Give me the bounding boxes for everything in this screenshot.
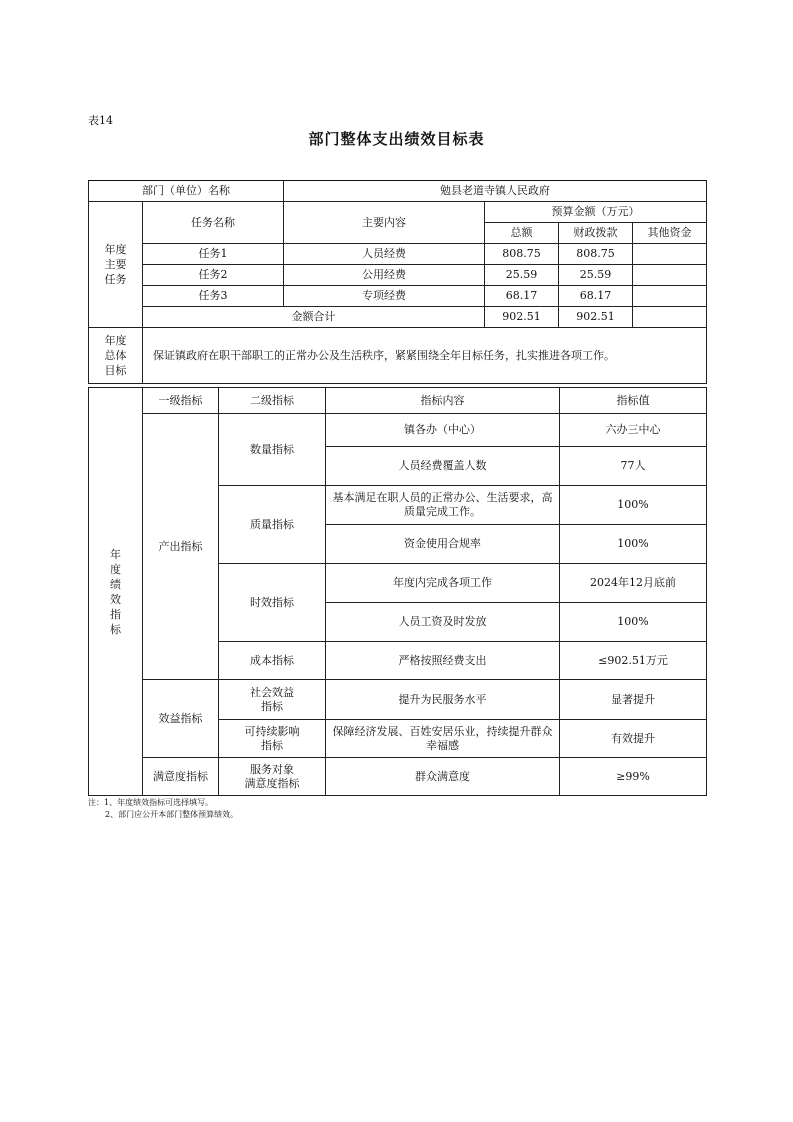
footnote	[88, 797, 238, 821]
output-indicator: 产出指标	[143, 414, 219, 680]
sum-row	[89, 307, 707, 328]
indicator-content: 提升为民服务水平	[326, 680, 560, 720]
sum-fiscal: 902.51	[559, 307, 633, 328]
indicator-value: ≤902.51万元	[560, 642, 707, 680]
task-content: 专项经费	[284, 286, 485, 307]
quantity-indicator: 数量指标	[219, 414, 326, 486]
table-number: 表14	[88, 114, 113, 127]
dept-value: 勉县老道寺镇人民政府	[284, 181, 707, 202]
l1-header: 一级指标	[143, 388, 219, 414]
task-other	[633, 265, 707, 286]
task-content-header: 主要内容	[284, 202, 485, 244]
satisfaction-indicator: 满意度指标	[143, 758, 219, 796]
task-content: 公用经费	[284, 265, 485, 286]
task-name: 任务3	[143, 286, 284, 307]
task-fiscal: 68.17	[559, 286, 633, 307]
footnote-line: 注：1、年度绩效指标可选择填写。	[88, 798, 214, 807]
page-title: 部门整体支出绩效目标表	[308, 130, 485, 148]
indicator-value: 有效提升	[560, 720, 707, 758]
indicator-content: 年度内完成各项工作	[326, 564, 560, 603]
indicator-value: 100%	[560, 486, 707, 525]
task-total: 808.75	[485, 244, 559, 265]
total-header: 总额	[485, 223, 559, 244]
indicator-content: 人员经费覆盖人数	[326, 447, 560, 486]
content-header: 指标内容	[326, 388, 560, 414]
dept-label: 部门（单位）名称	[89, 181, 284, 202]
benefit-indicator: 效益指标	[143, 680, 219, 758]
indicator-value: ≥99%	[560, 758, 707, 796]
timeliness-indicator: 时效指标	[219, 564, 326, 642]
task-other	[633, 286, 707, 307]
service-satisfaction-indicator: 服务对象 满意度指标	[219, 758, 326, 796]
indicator-content: 人员工资及时发放	[326, 603, 560, 642]
indicator-value: 六办三中心	[560, 414, 707, 447]
task-name: 任务1	[143, 244, 284, 265]
indicator-content: 保障经济发展、百姓安居乐业，持续提升群众幸福感	[326, 720, 560, 758]
task-total: 25.59	[485, 265, 559, 286]
task-other	[633, 244, 707, 265]
footnote-line: 2、部门应公开本部门整体预算绩效。	[105, 810, 239, 819]
indicator-content: 严格按照经费支出	[326, 642, 560, 680]
cost-indicator: 成本指标	[219, 642, 326, 680]
table-row	[89, 265, 707, 286]
task-name-header: 任务名称	[143, 202, 284, 244]
tasks-side-label: 年度 主要 任务	[89, 202, 143, 328]
task-content: 人员经费	[284, 244, 485, 265]
budget-header: 预算金额（万元）	[485, 202, 707, 223]
sustainability-indicator: 可持续影响 指标	[219, 720, 326, 758]
fiscal-header: 财政拨款	[559, 223, 633, 244]
perf-side-label: 年 度 绩 效 指 标	[89, 388, 143, 796]
sum-label: 金额合计	[143, 307, 485, 328]
value-header: 指标值	[560, 388, 707, 414]
social-benefit-indicator: 社会效益 指标	[219, 680, 326, 720]
indicator-content: 资金使用合规率	[326, 525, 560, 564]
sum-total: 902.51	[485, 307, 559, 328]
task-name: 任务2	[143, 265, 284, 286]
indicator-content: 群众满意度	[326, 758, 560, 796]
task-total: 68.17	[485, 286, 559, 307]
indicator-value: 100%	[560, 603, 707, 642]
l2-header: 二级指标	[219, 388, 326, 414]
task-fiscal: 808.75	[559, 244, 633, 265]
budget-task-table	[88, 180, 707, 384]
table-row	[89, 286, 707, 307]
indicator-value: 2024年12月底前	[560, 564, 707, 603]
indicator-value: 77人	[560, 447, 707, 486]
task-fiscal: 25.59	[559, 265, 633, 286]
goal-label: 年度 总体 目标	[89, 328, 143, 384]
indicator-content: 基本满足在职人员的正常办公、生活要求，高质量完成工作。	[326, 486, 560, 525]
other-header: 其他资金	[633, 223, 707, 244]
indicator-value: 100%	[560, 525, 707, 564]
indicator-value: 显著提升	[560, 680, 707, 720]
goal-text: 保证镇政府在职干部职工的正常办公及生活秩序，紧紧围绕全年目标任务，扎实推进各项工作。	[143, 328, 707, 384]
performance-indicator-table	[88, 387, 707, 796]
sum-other	[633, 307, 707, 328]
indicator-content: 镇各办（中心）	[326, 414, 560, 447]
table-row	[89, 244, 707, 265]
quality-indicator: 质量指标	[219, 486, 326, 564]
